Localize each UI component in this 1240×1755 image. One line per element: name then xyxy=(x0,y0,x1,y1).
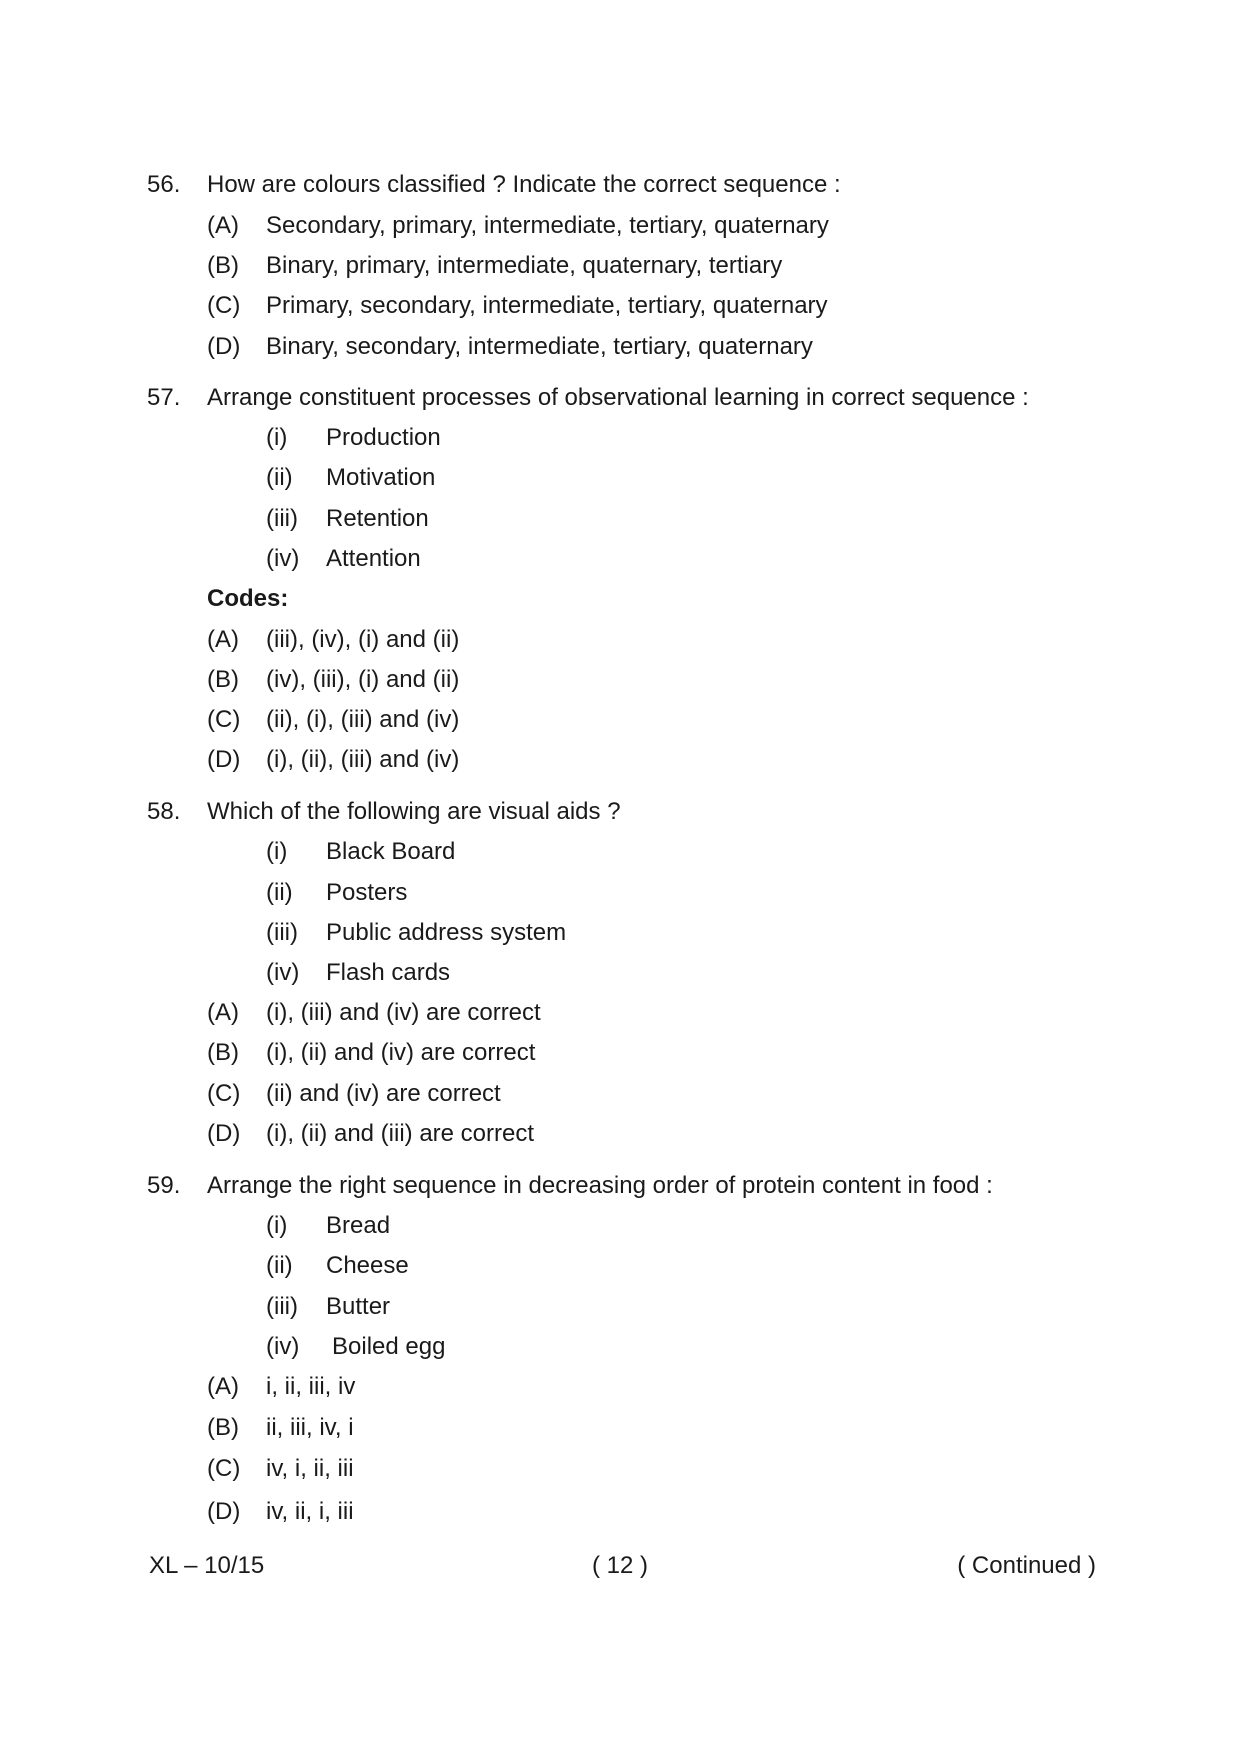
option-label: (B) xyxy=(207,1039,239,1066)
question-text: Which of the following are visual aids ? xyxy=(207,798,621,825)
item-text: Production xyxy=(326,424,441,451)
option-text: iv, ii, i, iii xyxy=(266,1498,354,1525)
option-text: (iv), (iii), (i) and (ii) xyxy=(266,666,460,693)
option-text: (i), (ii) and (iii) are correct xyxy=(266,1120,535,1147)
option-label: (C) xyxy=(207,706,241,733)
paper-code: XL – 10/15 xyxy=(149,1552,265,1579)
item-label: (ii) xyxy=(266,1252,293,1279)
item-text: Retention xyxy=(326,505,429,532)
item-label: (ii) xyxy=(266,879,293,906)
option-label: (A) xyxy=(207,1373,239,1400)
question-text: Arrange constituent processes of observational learning in correct sequence : xyxy=(207,384,1029,411)
option-label: (C) xyxy=(207,1455,241,1482)
option-text: (i), (ii), (iii) and (iv) xyxy=(266,746,460,773)
question-text: Arrange the right sequence in decreasing order of protein content in food : xyxy=(207,1172,993,1199)
codes-heading: Codes: xyxy=(207,585,289,612)
option-text: i, ii, iii, iv xyxy=(266,1373,356,1400)
question-number: 58. xyxy=(147,798,181,825)
option-text: (i), (iii) and (iv) are correct xyxy=(266,999,541,1026)
question-number: 57. xyxy=(147,384,181,411)
item-label: (iv) xyxy=(266,545,300,572)
item-label: (iii) xyxy=(266,1293,298,1320)
question-text: How are colours classified ? Indicate the correct sequence : xyxy=(207,171,841,198)
option-text: ii, iii, iv, i xyxy=(266,1414,354,1441)
option-text: Primary, secondary, intermediate, tertiary, quaternary xyxy=(266,292,828,319)
option-label: (A) xyxy=(207,999,239,1026)
option-text: (iii), (iv), (i) and (ii) xyxy=(266,626,460,653)
item-label: (iii) xyxy=(266,505,298,532)
option-label: (A) xyxy=(207,626,239,653)
item-text: Butter xyxy=(326,1293,391,1320)
question-number: 59. xyxy=(147,1172,181,1199)
question-number: 56. xyxy=(147,171,181,198)
option-label: (A) xyxy=(207,212,239,239)
item-text: Bread xyxy=(326,1212,391,1239)
item-label: (iii) xyxy=(266,919,298,946)
item-label: (ii) xyxy=(266,464,293,491)
item-label: (i) xyxy=(266,1212,288,1239)
continued-label: ( Continued ) xyxy=(957,1552,1096,1579)
option-label: (C) xyxy=(207,292,241,319)
option-text: (ii), (i), (iii) and (iv) xyxy=(266,706,460,733)
option-label: (D) xyxy=(207,1498,241,1525)
item-text: Motivation xyxy=(326,464,436,491)
item-text: Black Board xyxy=(326,838,456,865)
option-label: (D) xyxy=(207,1120,241,1147)
item-text: Flash cards xyxy=(326,959,451,986)
option-text: (i), (ii) and (iv) are correct xyxy=(266,1039,536,1066)
option-text: Secondary, primary, intermediate, tertiary, quaternary xyxy=(266,212,829,239)
item-text: Posters xyxy=(326,879,408,906)
item-text: Attention xyxy=(326,545,421,572)
item-label: (iv) xyxy=(266,959,300,986)
option-label: (B) xyxy=(207,1414,239,1441)
item-label: (i) xyxy=(266,424,288,451)
option-text: iv, i, ii, iii xyxy=(266,1455,354,1482)
item-text: Cheese xyxy=(326,1252,409,1279)
item-label: (i) xyxy=(266,838,288,865)
item-label: (iv) xyxy=(266,1333,300,1360)
item-text: Boiled egg xyxy=(332,1333,446,1360)
option-text: (ii) and (iv) are correct xyxy=(266,1080,501,1107)
option-label: (D) xyxy=(207,333,241,360)
option-label: (C) xyxy=(207,1080,241,1107)
page-number: ( 12 ) xyxy=(591,1552,648,1579)
option-label: (B) xyxy=(207,252,239,279)
option-label: (B) xyxy=(207,666,239,693)
option-label: (D) xyxy=(207,746,241,773)
option-text: Binary, primary, intermediate, quaternary, tertiary xyxy=(266,252,783,279)
item-text: Public address system xyxy=(326,919,567,946)
option-text: Binary, secondary, intermediate, tertiary, quaternary xyxy=(266,333,813,360)
